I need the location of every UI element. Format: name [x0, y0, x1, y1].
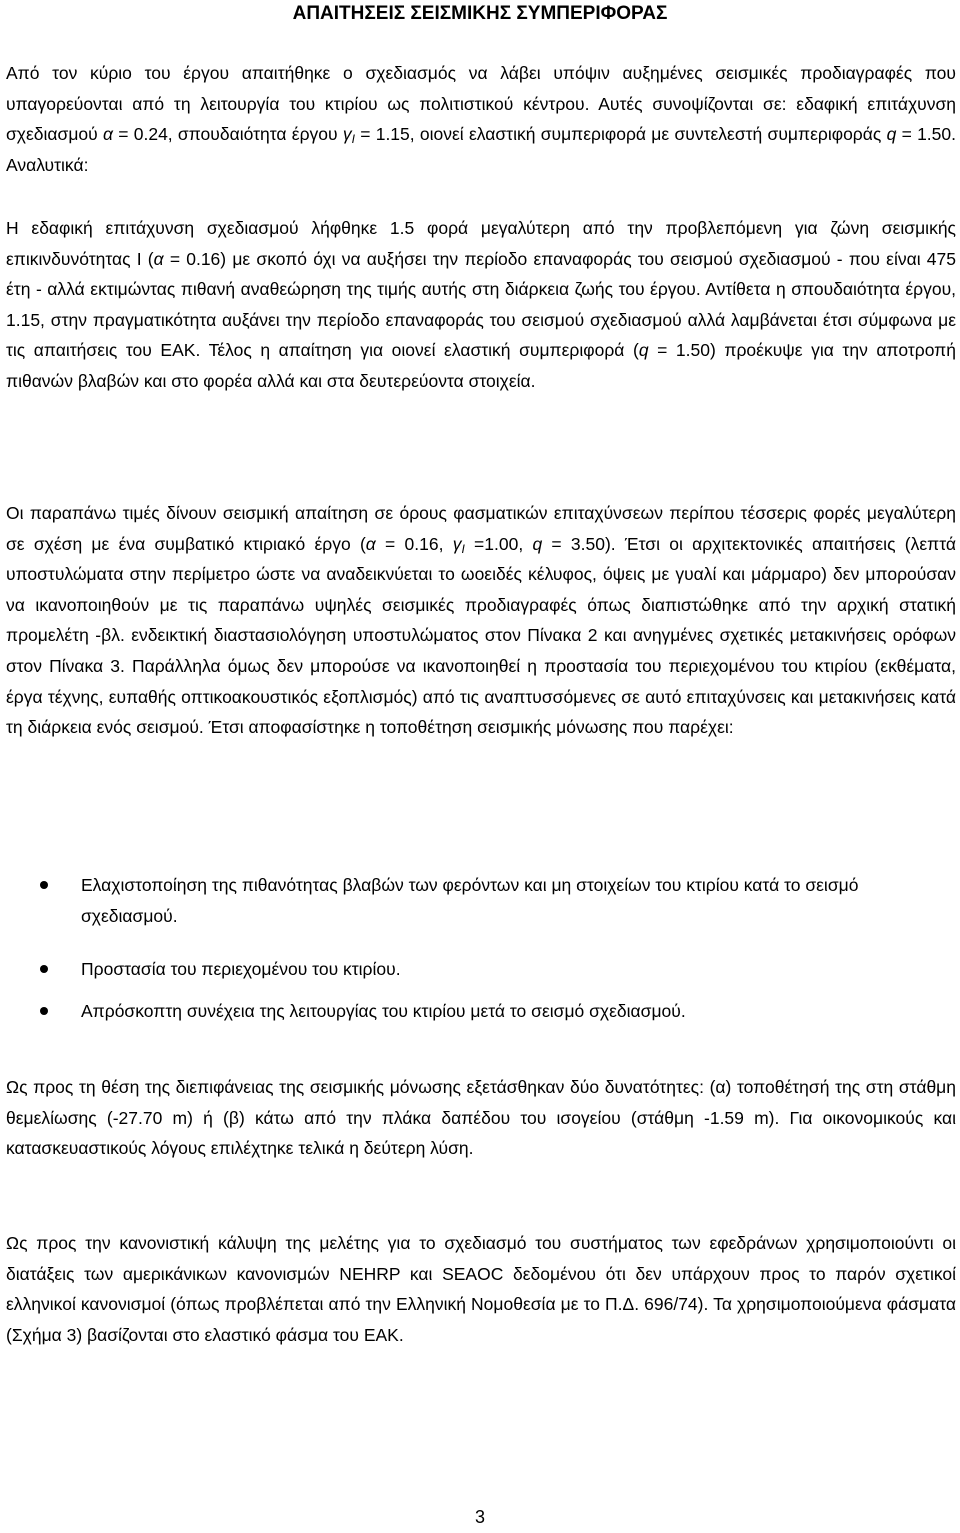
list-item	[0, 954, 951, 996]
bullet-icon	[40, 881, 48, 889]
text-run: = 1.15, οιονεί ελαστική συμπεριφορά με συντελεστή συμπεριφοράς	[354, 124, 887, 145]
paragraph-intro	[6, 58, 956, 180]
subscript-i: I	[351, 132, 355, 147]
list-item	[0, 870, 951, 954]
paragraph-analysis	[6, 213, 956, 397]
text-run: = 1.50) προέκυψε για την αποτροπή πιθανών βλαβών και στο φορέα αλλά και στα δευτερεύοντα στοιχεία.	[6, 340, 956, 391]
page-title: ΑΠΑΙΤΗΣΕΙΣ ΣΕΙΣΜΙΚΗΣ ΣΥΜΠΕΡΙΦΟΡΑΣ	[292, 3, 668, 24]
text-run: = 0.24, σπουδαιότητα έργου	[112, 124, 343, 145]
paragraph-regulations: Ως προς την κανονιστική κάλυψη της μελέτης για το σχεδιασμό του συστήματος των εφεδράνων χρησιμοποιούντι οι διατάξεις των αμερικάνικων κανονισμών NEHRP και SEAOC δεδομένου ότι δεν υπάρχουν προς το παρόν σχετικοί ελληνικοί κανονισμοί (όπως προβλέπεται από την Ελληνική Νομοθεσία με το Π.Δ. 696/74). Τα χρησιμοποιούμενα φάσματα (Σχήμα 3) βασίζονται στο ελαστικό φάσμα του ΕΑΚ.	[6, 1233, 956, 1345]
symbol-alpha: α	[103, 124, 113, 145]
bullet-icon	[40, 965, 48, 973]
paragraph-isolation-position: Ως προς τη θέση της διεπιφάνειας της σεισμικής μόνωσης εξετάσθηκαν δύο δυνατότητες: (α) τοποθέτησή της στη στάθμη θεμελίωσης (-27.70 m) ή (β) κάτω από την πλάκα δαπέδου του ισογείου (στάθμη -1.59 m). Για οικονομικούς και κατασκευαστικούς λόγους επιλέχτηκε τελικά η δεύτερη λύση.	[6, 1077, 956, 1159]
text-run: Οι παραπάνω τιμές δίνουν σεισμική απαίτηση σε όρους φασματικών επιταχύνσεων περίπου τέσσερις φορές μεγαλύτερη σε σχέση με ένα συμβατικό κτιριακό έργο (	[6, 503, 956, 554]
list-item	[0, 996, 951, 1038]
text-run: Η εδαφική επιτάχυνση σχεδιασμού λήφθηκε 1.5 φορά μεγαλύτερη από την προβλεπόμενη για ζώνη σεισμικής επικινδυνότητας Ι (	[6, 218, 956, 269]
list-item-text: Προστασία του περιεχομένου του κτιρίου.	[81, 959, 401, 979]
text-run: = 1.50. Αναλυτικά:	[6, 124, 956, 175]
bullet-list	[0, 870, 960, 1038]
symbol-gamma: γ	[342, 124, 352, 145]
list-item-text: Απρόσκοπτη συνέχεια της λειτουργίας του κτιρίου μετά το σεισμό σχεδιασμού.	[81, 1001, 686, 1021]
symbol-gamma: γ	[452, 533, 462, 554]
symbol-q: q	[532, 533, 543, 554]
symbol-alpha: α	[365, 533, 376, 554]
page-number: 3	[474, 1507, 485, 1527]
text-run: Από τον κύριο του έργου απαιτήθηκε ο σχεδιασμός να λάβει υπόψιν αυξημένες σεισμικές προδιαγραφές που υπαγορεύονται από τη λειτουργία του κτιρίου ως πολιτιστικού κέντρου. Αυτές συνοψίζονται σε: εδαφική επιτάχυνση σχεδιασμού	[6, 63, 956, 145]
subscript-i: I	[461, 541, 465, 556]
list-item-text: Ελαχιστοποίηση της πιθανότητας βλαβών των φερόντων και μη στοιχείων του κτιρίου κατά το σεισμό σχεδιασμού.	[81, 875, 859, 926]
text-run: = 0.16) με σκοπό όχι να αυξήσει την περίοδο επαναφοράς του σεισμού σχεδιασμού - που είναι 475 έτη - αλλά εκτιμώντας πιθανή αναθεώρηση της τιμής αυτής στη διάρκεια ζωής του έργου. Αντίθετα η σπουδαιότητα έργου, 1.15, στην πραγματικότητα αυξάνει την περίοδο επαναφοράς του σεισμού σχεδιασμού αλλά λαμβάνεται έτσι σύμφωνα με τις απαιτήσεις του ΕΑΚ. Τέλος η απαίτηση για οιονεί ελαστική συμπεριφορά (	[6, 248, 956, 361]
symbol-q: q	[638, 340, 649, 361]
text-run: = 0.16,	[375, 533, 453, 554]
text-run: =1.00,	[464, 533, 533, 554]
symbol-alpha: α	[153, 248, 164, 269]
paragraph-seismic-demand	[6, 498, 956, 743]
text-run: = 3.50). Έτσι οι αρχιτεκτονικές απαιτήσεις (λεπτά υποστυλώματα στην περίμετρο ώστε να αναδεικνύεται το ωοειδές κέλυφος, όψεις με γυαλί και μάρμαρο) δεν μπορούσαν να ικανοποιηθούν με τις παραπάνω υψηλές σεισμικές προδιαγραφές όπως διαπιστώθηκε από την αρχική στατική προμελέτη -βλ. ενδεικτική διαστασιολόγηση υποστυλώματος στον Πίνακα 2 και ανηγμένες σχετικές μετακινήσεις ορόφων στον Πίνακα 3. Παράλληλα όμως δεν μπορούσε να ικανοποιηθεί η προστασία του περιεχομένου του κτιρίου (εκθέματα, έργα τέχνης, ευπαθής οπτικοακουστικός εξοπλισμός) από τις αναπτυσσόμενες σε αυτό επιταχύνσεις και μετακινήσεις κατά τη διάρκεια ενός σεισμού. Έτσι αποφασίστηκε η τοποθέτηση σεισμικής μόνωσης που παρέχει:	[6, 533, 956, 738]
bullet-icon	[40, 1007, 48, 1015]
symbol-q: q	[886, 124, 897, 145]
